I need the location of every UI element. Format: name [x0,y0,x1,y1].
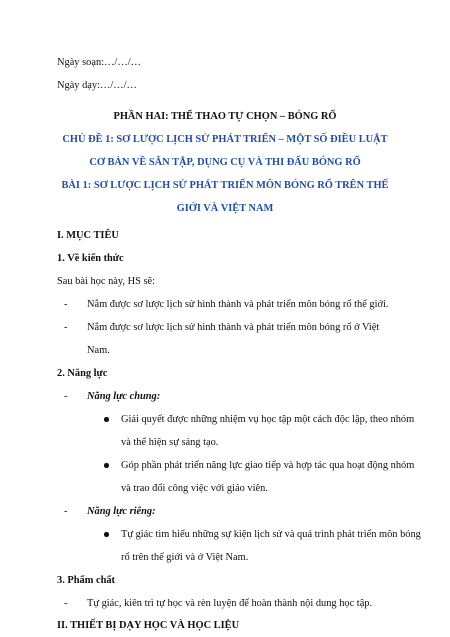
lesson-title-line2: GIỚI VÀ VIỆT NAM [176,203,274,214]
dash-marker: - [64,322,68,333]
subsection-quality: 3. Phẩm chất [57,575,116,586]
bullet-icon [104,463,109,468]
section-equipment: II. THIẾT BỊ DẠY HỌC VÀ HỌC LIỆU [57,620,240,631]
teach-date: Ngày dạy:…/…/… [57,80,137,91]
part-title: PHẦN HAI: THỂ THAO TỰ CHỌN – BÓNG RỔ [113,111,337,122]
bullet-icon [104,532,109,537]
specific-item-1-line2: rổ trên thế giới và ở Việt Nam. [121,552,249,563]
topic-title-line1: CHỦ ĐỀ 1: SƠ LƯỢC LỊCH SỬ PHÁT TRIỂN – MỘT SỐ ĐIỀU LUẬT [62,134,388,145]
knowledge-item-2-line1: Nắm được sơ lược lịch sử hình thành và phát triển môn bóng rổ ở Việt [87,322,380,333]
dash-marker: - [64,598,68,609]
general-item-2-line2: và trao đổi công việc với giáo viên. [121,483,268,494]
subsection-competence: 2. Năng lực [57,368,108,379]
bullet-icon [104,417,109,422]
general-competence-heading: Năng lực chung: [87,391,161,402]
dash-marker: - [64,506,68,517]
general-item-1-line2: và thể hiện sự sáng tạo. [121,437,219,448]
general-item-2-line1: Góp phần phát triển năng lực giao tiếp và hợp tác qua hoạt động nhóm [121,460,415,471]
specific-competence-heading: Năng lực riêng: [87,506,156,517]
section-objectives: I. MỤC TIÊU [57,230,119,241]
knowledge-intro: Sau bài học này, HS sẽ: [57,276,156,287]
topic-title-line2: CƠ BẢN VỀ SÂN TẬP, DỤNG CỤ VÀ THI ĐẤU BÓNG RỔ [89,157,361,168]
general-item-1-line1: Giải quyết được những nhiệm vụ học tập một cách độc lập, theo nhóm [121,414,415,425]
dash-marker: - [64,299,68,310]
subsection-knowledge: 1. Về kiến thức [57,253,124,264]
knowledge-item-2-line2: Nam. [87,345,110,356]
quality-item-1: Tự giác, kiên trì tự học và rèn luyện để hoàn thành nội dung học tập. [87,598,373,609]
knowledge-item-1: Nắm được sơ lược lịch sử hình thành và phát triển môn bóng rổ thế giới. [87,299,389,310]
lesson-title-line1: BÀI 1: SƠ LƯỢC LỊCH SỬ PHÁT TRIỂN MÔN BÓNG RỔ TRÊN THẾ [61,180,389,191]
specific-item-1-line1: Tự giác tìm hiểu những sự kiện lịch sử và quá trình phát triển môn bóng [121,529,421,540]
prep-date: Ngày soạn:…/…/… [57,57,141,68]
dash-marker: - [64,391,68,402]
